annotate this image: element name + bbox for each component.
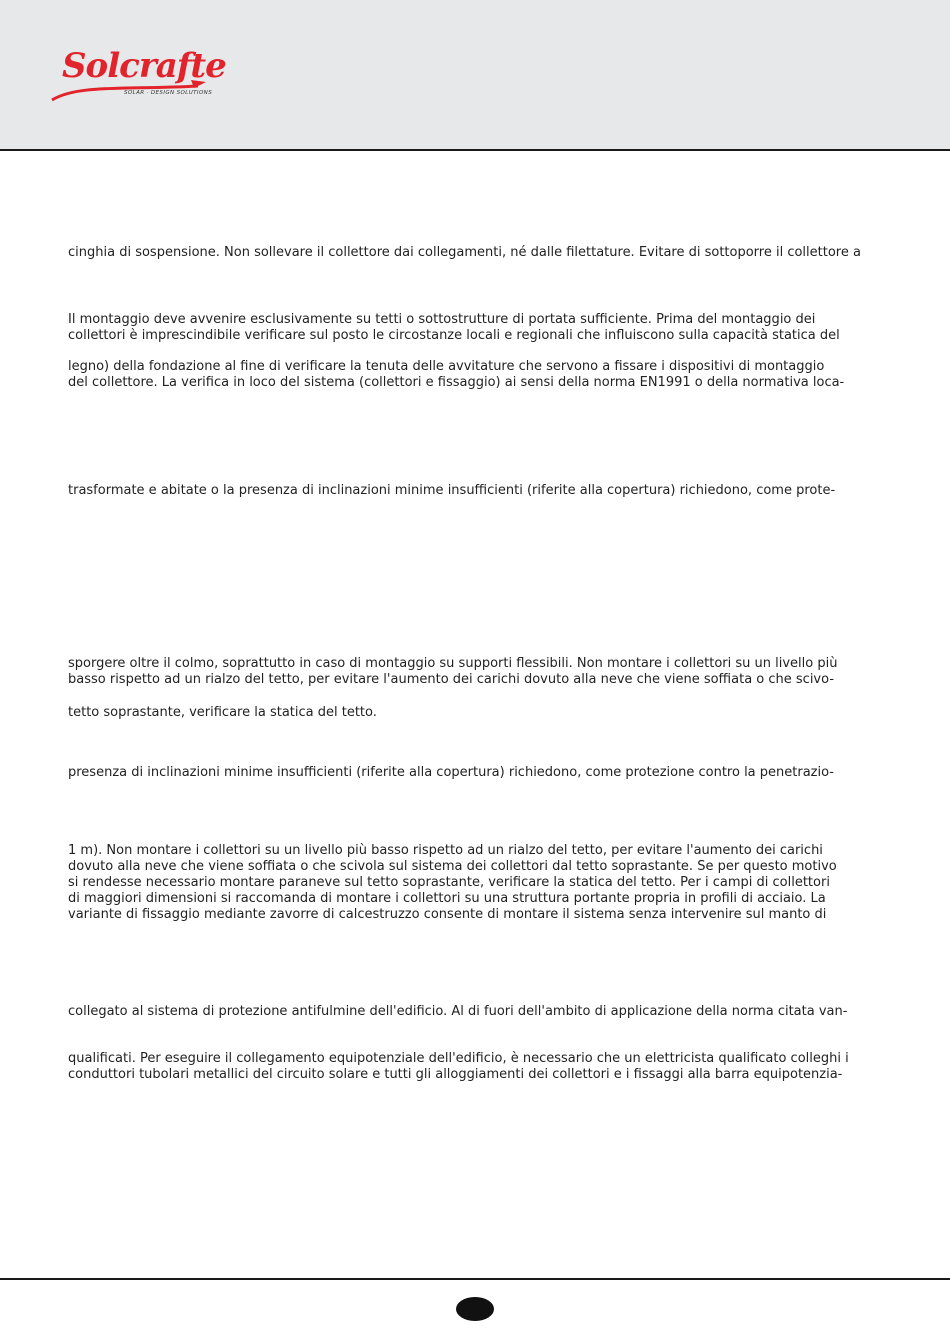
body-line: tetto soprastante, verificare la statica del tetto. bbox=[68, 705, 377, 720]
logo-tagline: SOLAR · DESIGN SOLUTIONS bbox=[124, 90, 213, 96]
body-line: sporgere oltre il colmo, soprattutto in caso di montaggio su supporti flessibili. Non montare i collettori su un livello più bbox=[68, 656, 838, 671]
body-line: si rendesse necessario montare paraneve sul tetto soprastante, verificare la statica del tetto. Per i campi di collettori bbox=[68, 875, 830, 890]
page-number-badge bbox=[456, 1297, 494, 1321]
body-line: collettori è imprescindibile verificare sul posto le circostanze locali e regionali che influiscono sulla capacità statica del bbox=[68, 328, 840, 343]
body-line: di maggiori dimensioni si raccomanda di montare i collettori su una struttura portante propria in profili di acciaio. La bbox=[68, 891, 826, 906]
body-line: qualificati. Per eseguire il collegamento equipotenziale dell'edificio, è necessario che un elettricista qualificato colleghi i bbox=[68, 1051, 849, 1066]
body-line: Il montaggio deve avvenire esclusivamente su tetti o sottostrutture di portata sufficiente. Prima del montaggio dei bbox=[68, 312, 816, 327]
body-line: conduttori tubolari metallici del circuito solare e tutti gli alloggiamenti dei collettori e i fissaggi alla barra equipotenzia- bbox=[68, 1067, 843, 1082]
body-line: presenza di inclinazioni minime insufficienti (riferite alla copertura) richiedono, come protezione contro la penetrazio- bbox=[68, 765, 834, 780]
solcrafte-logo bbox=[48, 44, 226, 106]
body-line: collegato al sistema di protezione antifulmine dell'edificio. Al di fuori dell'ambito di applicazione della norma citata van- bbox=[68, 1004, 848, 1019]
body-line: 1 m). Non montare i collettori su un livello più basso rispetto ad un rialzo del tetto, per evitare l'aumento dei carichi bbox=[68, 843, 823, 858]
body-line: legno) della fondazione al fine di verificare la tenuta delle avvitature che servono a fissare i dispositivi di montaggio bbox=[68, 359, 825, 374]
body-line: del collettore. La verifica in loco del sistema (collettori e fissaggio) ai sensi della norma EN1991 o della normativa loca- bbox=[68, 375, 845, 390]
page-header bbox=[0, 0, 950, 149]
body-line: variante di fissaggio mediante zavorre di calcestruzzo consente di montare il sistema senza intervenire sul manto di bbox=[68, 907, 827, 922]
body-line: dovuto alla neve che viene soffiata o che scivola sul sistema dei collettori dal tetto soprastante. Se per questo motivo bbox=[68, 859, 837, 874]
logo-wordmark: Solcrafte bbox=[62, 46, 226, 86]
footer-divider bbox=[0, 1278, 950, 1280]
header-divider bbox=[0, 149, 950, 151]
body-line: basso rispetto ad un rialzo del tetto, per evitare l'aumento dei carichi dovuto alla neve che viene soffiata o che scivo- bbox=[68, 672, 835, 687]
body-line: cinghia di sospensione. Non sollevare il collettore dai collegamenti, né dalle filettature. Evitare di sottoporre il collettore a bbox=[68, 245, 861, 260]
body-line: trasformate e abitate o la presenza di inclinazioni minime insufficienti (riferite alla copertura) richiedono, come prote- bbox=[68, 483, 836, 498]
